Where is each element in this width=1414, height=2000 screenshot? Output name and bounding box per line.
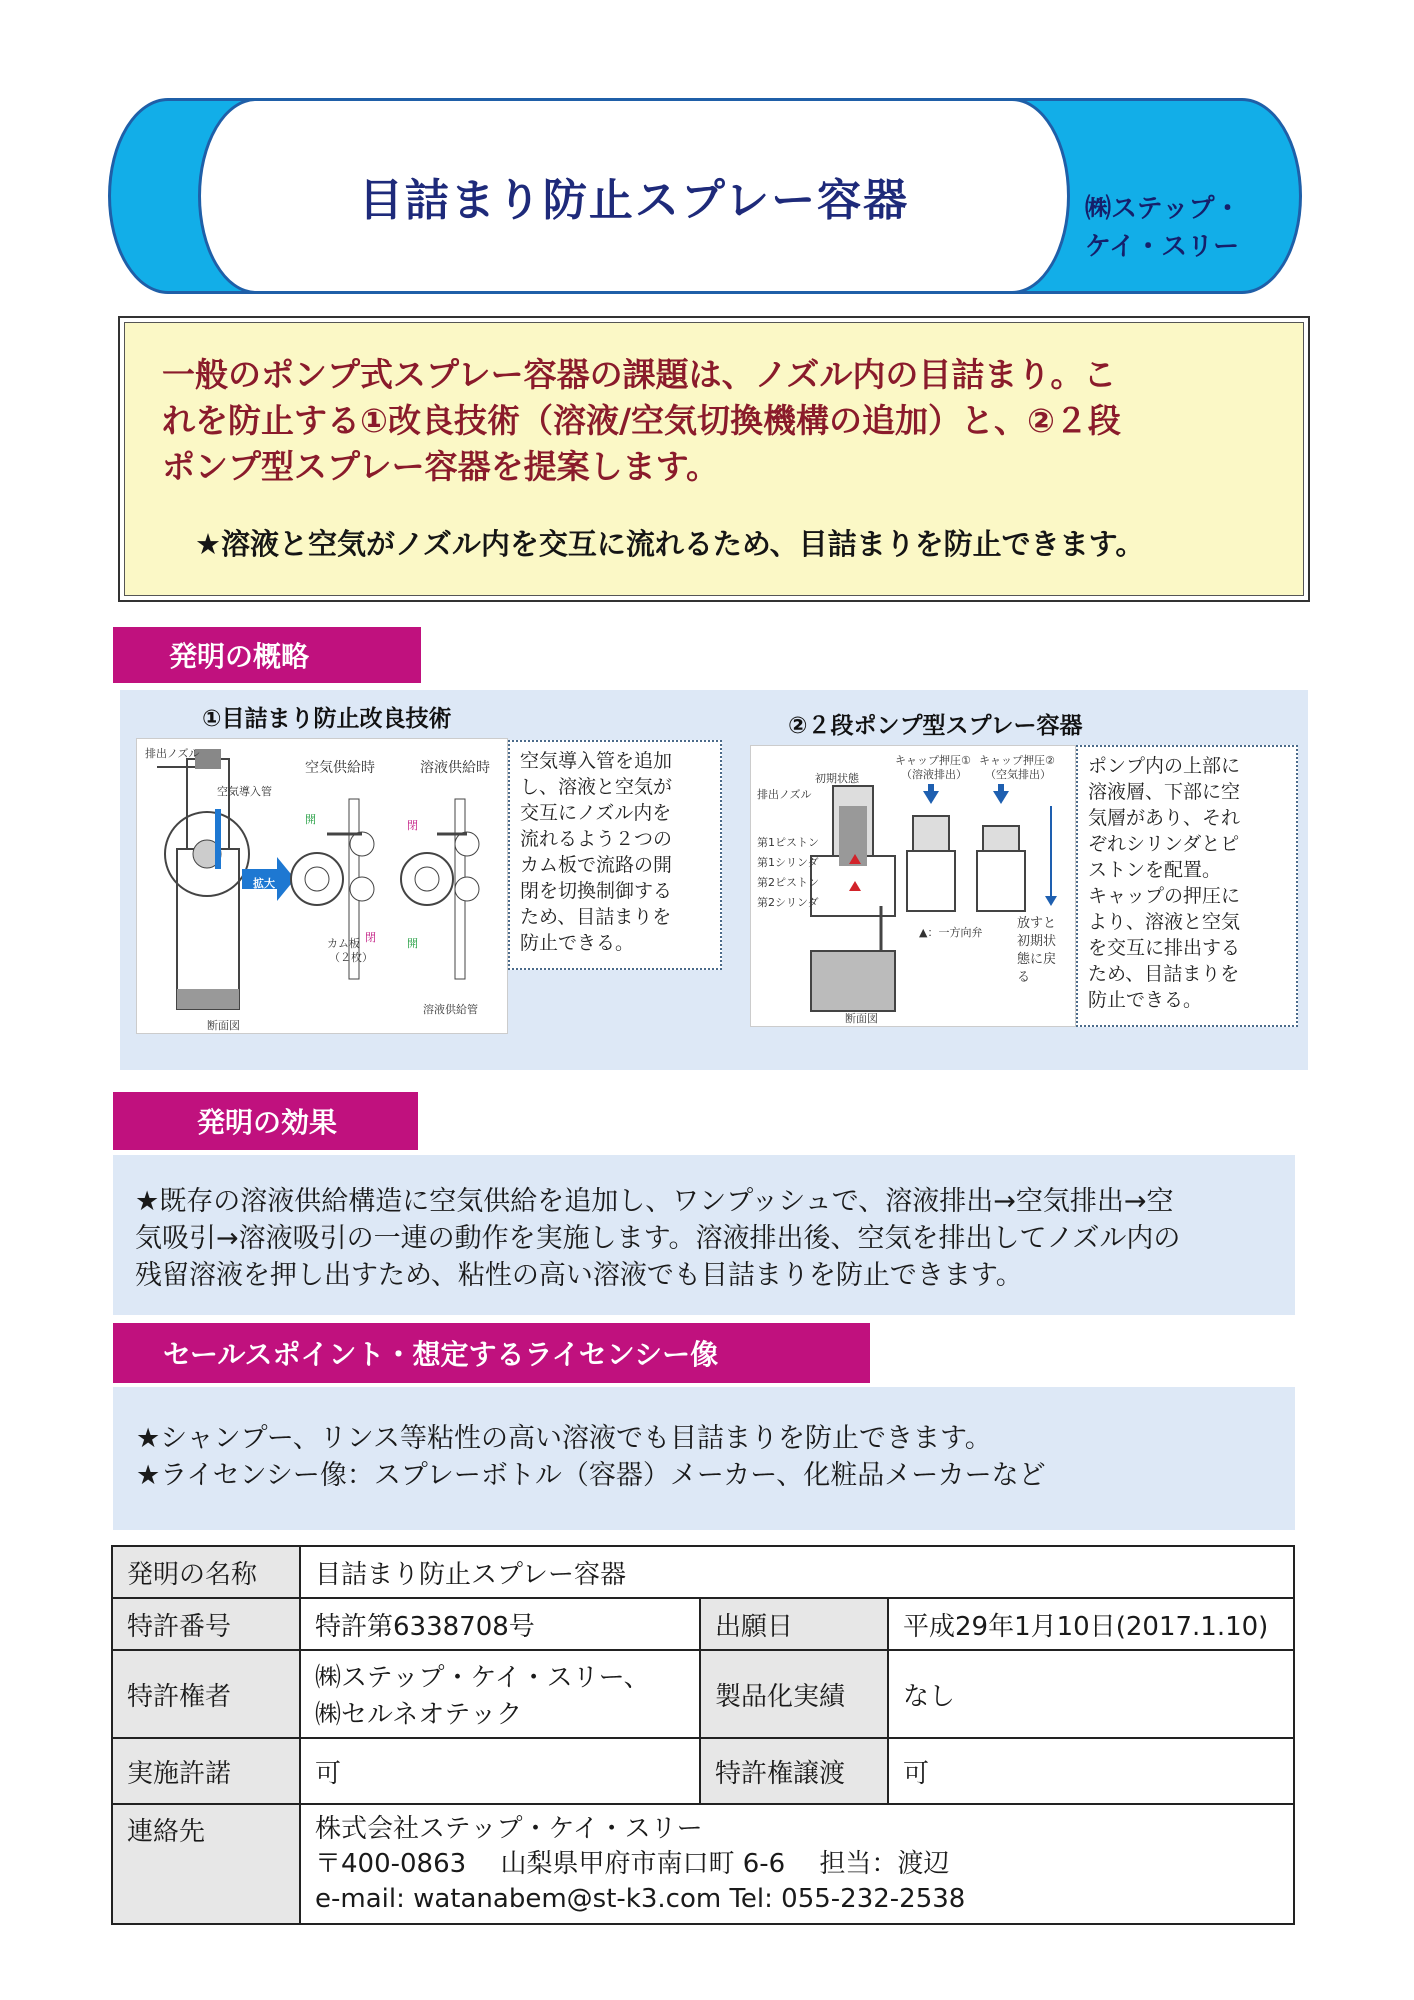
fig2-desc-line: より、溶液と空気 <box>1088 911 1241 933</box>
cell-license-value: 可 <box>300 1738 700 1804</box>
company-name-line1: ㈱ステップ・ <box>1085 194 1241 224</box>
fig1-desc-line: 流れるよう２つの <box>520 828 673 850</box>
fig2-label-cylinder2: 第2シリンダ <box>757 896 819 909</box>
fig2-diagram <box>750 745 1076 1027</box>
fig1-desc-line: し、溶液と空気が <box>520 776 673 798</box>
cell-transfer-value: 可 <box>888 1738 1294 1804</box>
fig2-label-release-2: 初期状 <box>1017 934 1057 949</box>
lead-text <box>162 352 1292 490</box>
patent-info-table <box>111 1545 1295 1925</box>
cell-filing-label: 出願日 <box>700 1598 888 1650</box>
cell-holder-value <box>300 1650 700 1738</box>
sales-text <box>136 1420 1276 1494</box>
fig1-drawing <box>137 739 507 1033</box>
cell-contact-label: 連絡先 <box>112 1804 300 1924</box>
contact-line-1: 株式会社ステップ・ケイ・スリー <box>315 1813 703 1844</box>
fig1-label-section: 断面図 <box>207 1019 240 1032</box>
lead-line-2: れを防止する①改良技術（溶液/空気切換機構の追加）と、②２段 <box>162 401 1121 440</box>
effect-line-2: 気吸引→溶液吸引の一連の動作を実施します。溶液排出後、空気を排出してノズル内の <box>135 1223 1181 1254</box>
fig2-desc-line: 溶液層、下部に空 <box>1088 781 1241 803</box>
table-row <box>112 1804 1294 1924</box>
fig1-label-cam-count: （２枚） <box>329 951 373 964</box>
fig1-label-close-2: 閉 <box>407 819 418 832</box>
page-title: 目詰まり防止スプレー容器 <box>358 175 910 226</box>
fig1-label-air-pipe: 空気導入管 <box>217 785 272 798</box>
fig2-label-cylinder1: 第1シリンダ <box>757 856 819 869</box>
fig2-desc-line: キャップの押圧に <box>1088 885 1241 907</box>
fig2-label-release-3: 態に戻 <box>1017 952 1057 967</box>
cell-name-label: 発明の名称 <box>112 1546 300 1598</box>
fig1-desc-line: ため、目詰まりを <box>520 906 672 928</box>
fig2-desc-line: を交互に排出する <box>1088 937 1241 959</box>
holder-line-2: ㈱セルネオテック <box>315 1700 523 1730</box>
fig1-diagram <box>136 738 508 1034</box>
fig2-label-cap2-sub: （空気排出） <box>985 768 1051 781</box>
fig1-desc-line: 交互にノズル内を <box>520 802 672 824</box>
lead-line-1: 一般のポンプ式スプレー容器の課題は、ノズル内の目詰まり。こ <box>162 355 1117 394</box>
lead-line-3: ポンプ型スプレー容器を提案します。 <box>162 447 720 486</box>
cell-contact-value <box>300 1804 1294 1924</box>
cell-filing-value: 平成29年1月10日(2017.1.10) <box>888 1598 1294 1650</box>
fig2-label-cap1-sub: （溶液排出） <box>901 768 967 781</box>
contact-line-2: 〒400-0863 山梨県甲府市南口町 6-6 担当：渡辺 <box>315 1848 950 1879</box>
cell-patent-label: 特許番号 <box>112 1598 300 1650</box>
section-heading-overview: 発明の概略 <box>113 627 421 683</box>
contact-line-3: e-mail: watanabem@st-k3.com Tel: 055-232-2538 <box>315 1883 966 1914</box>
company-name <box>1085 190 1295 266</box>
fig2-label-release-1: 放すと <box>1017 916 1057 931</box>
cell-license-label: 実施許諾 <box>112 1738 300 1804</box>
fig2-desc-line: ぞれシリンダとピ <box>1088 833 1240 855</box>
fig1-description <box>508 740 722 970</box>
fig1-desc-line: 閉を切換制御する <box>520 880 673 902</box>
fig1-label-close: 閉 <box>365 931 376 944</box>
fig2-label-valve: ▲：一方向弁 <box>919 926 983 939</box>
fig1-title: ①目詰まり防止改良技術 <box>202 706 452 732</box>
fig1-desc-line: 防止できる。 <box>520 932 635 954</box>
fig2-label-cap2: キャップ押圧② <box>979 754 1055 767</box>
fig1-label-cam: カム板 <box>327 937 360 950</box>
cell-name-value: 目詰まり防止スプレー容器 <box>300 1546 1294 1598</box>
fig1-desc-line: カム板で流路の開 <box>520 854 673 876</box>
fig2-label-piston1: 第1ピストン <box>757 836 819 849</box>
fig1-label-open-2: 開 <box>407 937 418 950</box>
fig2-desc-line: ポンプ内の上部に <box>1088 755 1241 777</box>
effect-line-3: 残留溶液を押し出すため、粘性の高い溶液でも目詰まりを防止できます。 <box>135 1260 1023 1291</box>
section-heading-effect: 発明の効果 <box>113 1092 418 1150</box>
cell-product-value: なし <box>888 1650 1294 1738</box>
cell-transfer-label: 特許権譲渡 <box>700 1738 888 1804</box>
effect-text <box>135 1183 1285 1294</box>
table-row <box>112 1650 1294 1738</box>
fig2-label-initial: 初期状態 <box>815 772 859 785</box>
effect-line-1: ★既存の溶液供給構造に空気供給を追加し、ワンプッシュで、溶液排出→空気排出→空 <box>135 1186 1174 1217</box>
fig2-description <box>1076 745 1298 1027</box>
cell-holder-label: 特許権者 <box>112 1650 300 1738</box>
cell-patent-value: 特許第6338708号 <box>300 1598 700 1650</box>
sales-line-2: ★ライセンシー像：スプレーボトル（容器）メーカー、化粧品メーカーなど <box>136 1460 1046 1491</box>
fig2-label-release-4: る <box>1017 970 1031 985</box>
fig2-desc-line: ため、目詰まりを <box>1088 963 1240 985</box>
fig1-label-open: 開 <box>305 813 316 826</box>
lead-highlight: ★溶液と空気がノズル内を交互に流れるため、目詰まりを防止できます。 <box>195 527 1145 561</box>
section-heading-sales: セールスポイント・想定するライセンシー像 <box>113 1323 870 1383</box>
fig1-label-nozzle: 排出ノズル <box>145 747 200 760</box>
sales-line-1: ★シャンプー、リンス等粘性の高い溶液でも目詰まりを防止できます。 <box>136 1423 992 1454</box>
company-name-line2: ケイ・スリー <box>1085 232 1240 262</box>
holder-line-1: ㈱ステップ・ケイ・スリー、 <box>315 1663 650 1693</box>
fig2-label-section: 断面図 <box>845 1012 878 1025</box>
fig2-label-nozzle: 排出ノズル <box>757 788 812 801</box>
fig1-label-liquid-supply: 溶液供給時 <box>420 760 490 776</box>
fig1-label-enlarge: 拡大 <box>253 877 275 890</box>
fig2-label-cap1: キャップ押圧① <box>895 754 971 767</box>
table-row <box>112 1546 1294 1598</box>
table-row <box>112 1598 1294 1650</box>
fig2-desc-line: ストンを配置。 <box>1088 859 1222 881</box>
fig1-label-air-supply: 空気供給時 <box>305 760 375 776</box>
cell-product-label: 製品化実績 <box>700 1650 888 1738</box>
fig1-desc-line: 空気導入管を追加 <box>520 750 673 772</box>
fig2-desc-line: 気層があり、それ <box>1088 807 1241 829</box>
fig2-title: ②２段ポンプ型スプレー容器 <box>788 713 1083 739</box>
fig1-label-liquid-pipe: 溶液供給管 <box>423 1003 478 1016</box>
fig2-label-piston2: 第2ピストン <box>757 876 819 889</box>
table-row <box>112 1738 1294 1804</box>
fig2-desc-line: 防止できる。 <box>1088 989 1203 1011</box>
